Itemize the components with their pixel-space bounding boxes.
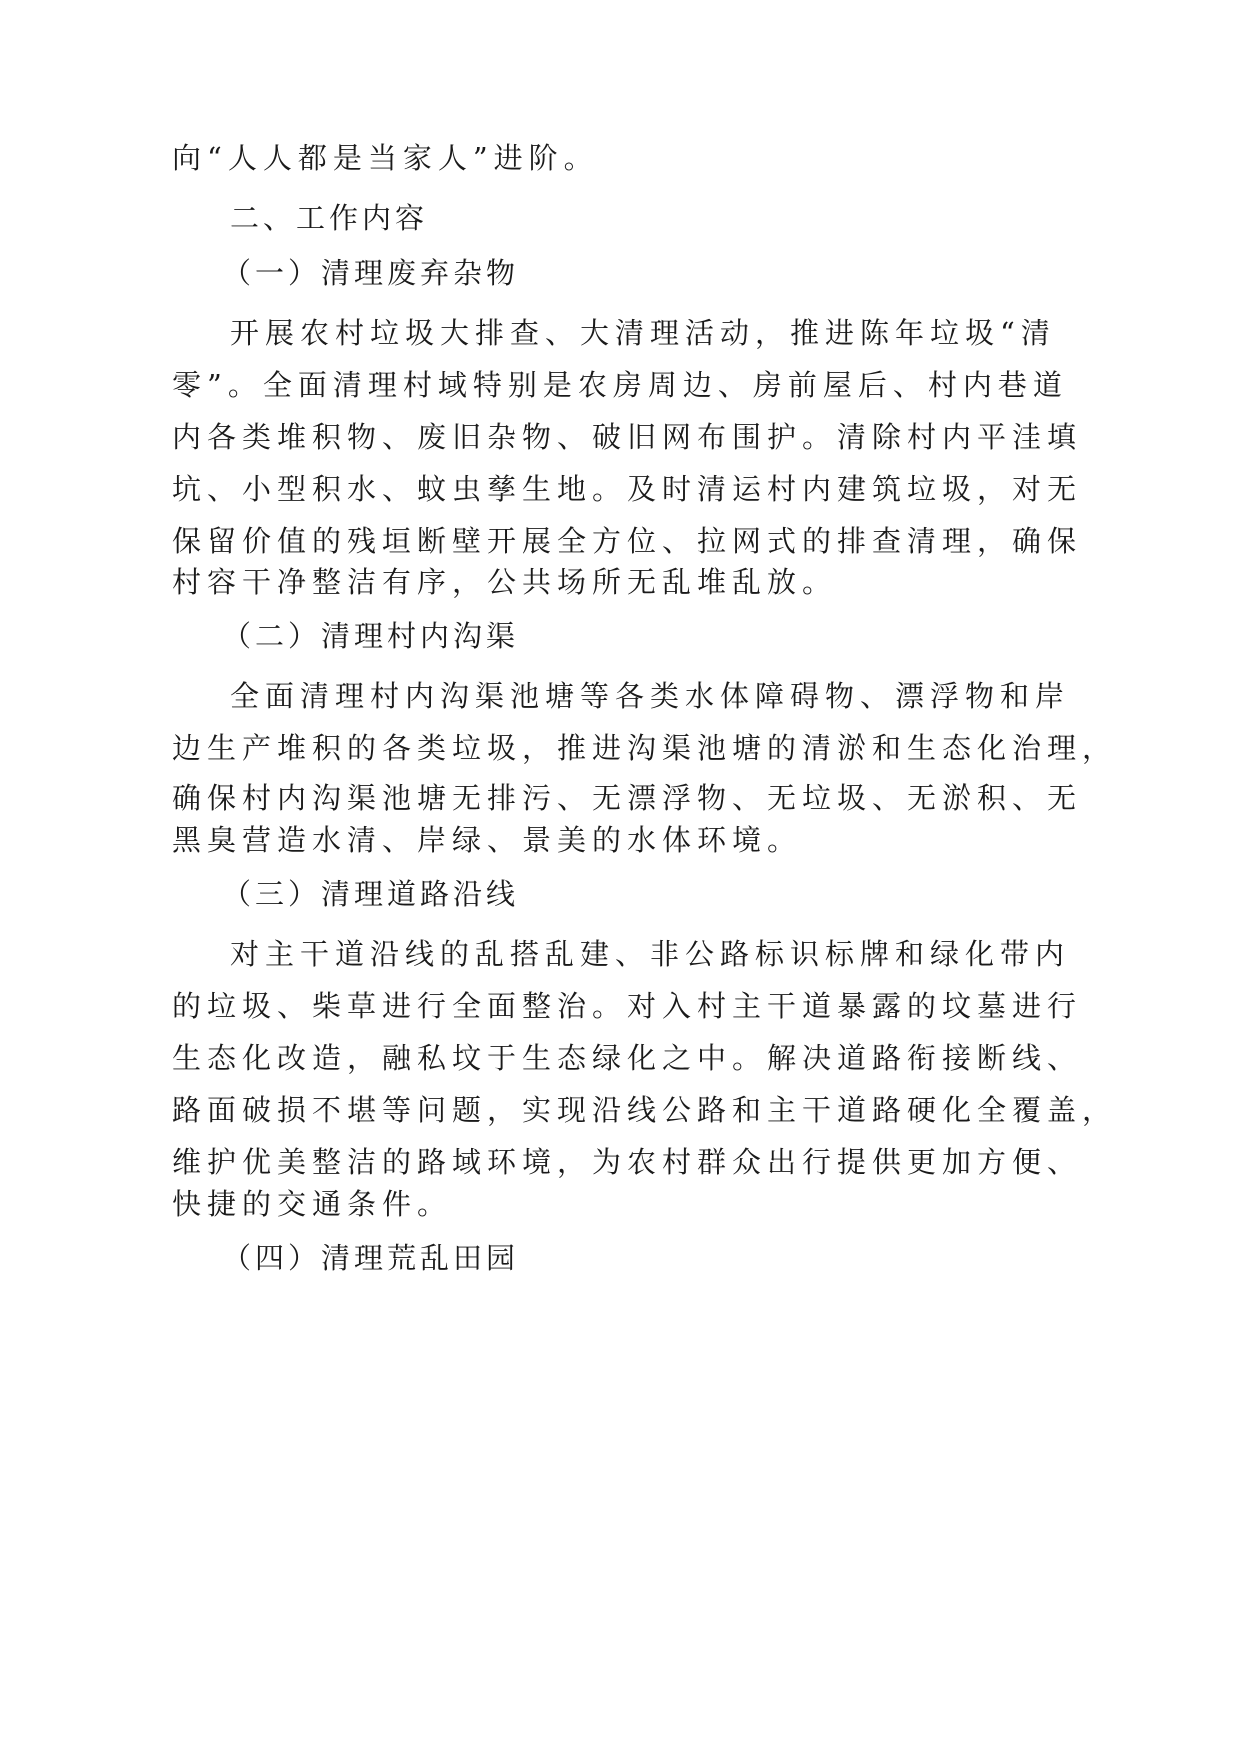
body-line: 村容干净整洁有序，公共场所无乱堆乱放。 bbox=[172, 565, 838, 599]
body-line: 开展农村垃圾大排查、大清理活动，推进陈年垃圾“清 bbox=[230, 316, 1056, 350]
body-line: 坑、小型积水、蚊虫孳生地。及时清运村内建筑垃圾，对无 bbox=[172, 472, 1083, 506]
body-line: 对主干道沿线的乱搭乱建、非公路标识标牌和绿化带内 bbox=[230, 937, 1071, 971]
sub-heading-1: （一）清理废弃杂物 bbox=[222, 256, 520, 290]
body-line: 快捷的交通条件。 bbox=[172, 1187, 453, 1221]
sub-heading-4: （四）清理荒乱田园 bbox=[222, 1241, 520, 1275]
body-line: 黑臭营造水清、岸绿、景美的水体环境。 bbox=[172, 823, 803, 857]
body-line: 内各类堆积物、废旧杂物、破旧网布围护。清除村内平洼填 bbox=[172, 420, 1083, 454]
body-line: 路面破损不堪等问题，实现沿线公路和主干道路硬化全覆盖， bbox=[172, 1093, 1118, 1127]
section-heading: 二、工作内容 bbox=[230, 201, 429, 235]
sub-heading-2: （二）清理村内沟渠 bbox=[222, 619, 520, 653]
body-line: 全面清理村内沟渠池塘等各类水体障碍物、漂浮物和岸 bbox=[230, 679, 1071, 713]
continuation-line: 向“人人都是当家人”进阶。 bbox=[172, 141, 599, 175]
body-line: 确保村内沟渠池塘无排污、无漂浮物、无垃圾、无淤积、无 bbox=[172, 781, 1083, 815]
body-line: 生态化改造，融私坟于生态绿化之中。解决道路衔接断线、 bbox=[172, 1041, 1083, 1075]
body-line: 的垃圾、柴草进行全面整治。对入村主干道暴露的坟墓进行 bbox=[172, 989, 1083, 1023]
sub-heading-3: （三）清理道路沿线 bbox=[222, 877, 520, 911]
body-line: 维护优美整洁的路域环境，为农村群众出行提供更加方便、 bbox=[172, 1145, 1083, 1179]
body-line: 保留价值的残垣断壁开展全方位、拉网式的排查清理，确保 bbox=[172, 524, 1083, 558]
body-line: 零”。全面清理村域特别是农房周边、房前屋后、村内巷道 bbox=[172, 368, 1068, 402]
body-line: 边生产堆积的各类垃圾，推进沟渠池塘的清淤和生态化治理， bbox=[172, 731, 1118, 765]
